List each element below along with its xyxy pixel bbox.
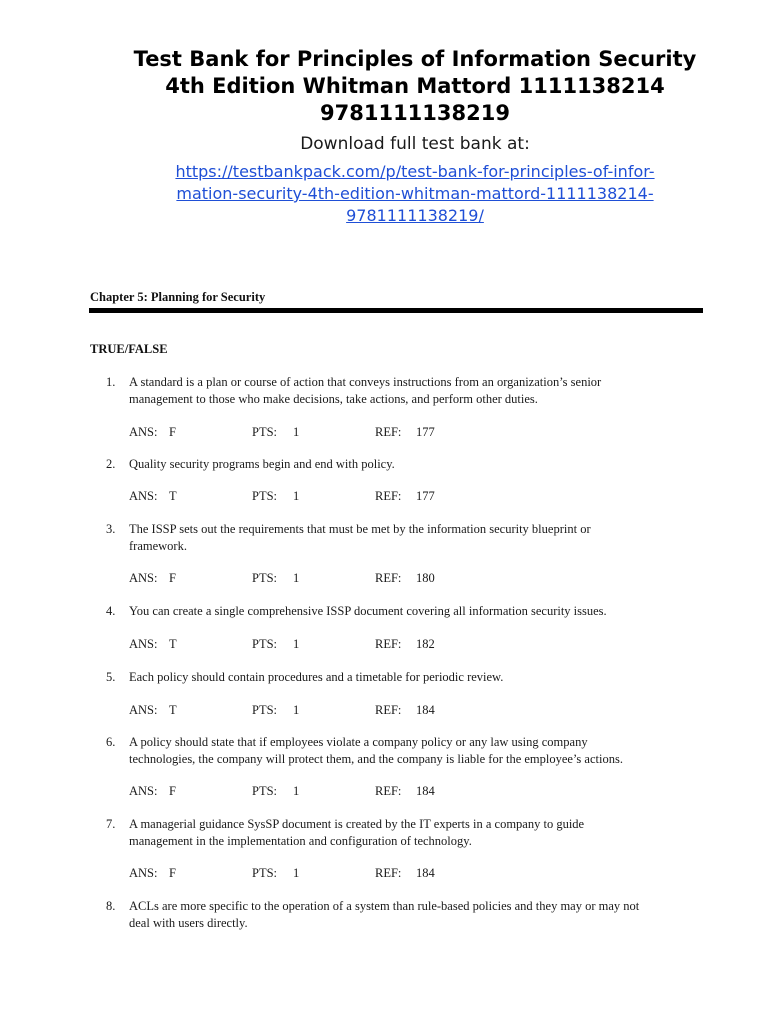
ref-value: 182: [416, 637, 435, 651]
link-line-1[interactable]: https://testbankpack.com/p/test-bank-for-principles-of-infor-: [175, 162, 655, 181]
question-text-line: A standard is a plan or course of action that conveys instructions from an organization’s senior: [129, 375, 602, 389]
ans-label: ANS:: [129, 866, 158, 880]
ans-label: ANS:: [129, 703, 158, 717]
question-text-line: ACLs are more specific to the operation of a system than rule-based policies and they may or may not: [129, 899, 640, 913]
question-text-line: You can create a single comprehensive ISSP document covering all information security issues.: [129, 604, 607, 618]
question-text-line: technologies, the company will protect them, and the company is liable for the employee’s actions.: [129, 751, 623, 766]
pts-value: 1: [293, 571, 300, 585]
answer-row: [129, 702, 579, 719]
question-number: 4.: [106, 604, 116, 618]
ref-label: REF:: [375, 489, 402, 503]
horizontal-rule: [89, 308, 703, 313]
ref-label: REF:: [375, 637, 402, 651]
question-item: [106, 669, 706, 686]
ans-value: F: [169, 784, 176, 798]
question-text-line: management to those who make decisions, take actions, and perform other duties.: [129, 391, 538, 406]
pts-value: 1: [293, 784, 300, 798]
ref-value: 184: [416, 703, 435, 717]
question-text-line: A policy should state that if employees violate a company policy or any law using company: [129, 735, 588, 749]
pts-value: 1: [293, 703, 300, 717]
question-item: [106, 456, 706, 473]
ans-label: ANS:: [129, 489, 158, 503]
question-item: [106, 734, 706, 767]
question-text-line: management in the implementation and configuration of technology.: [129, 833, 472, 848]
ans-value: F: [169, 425, 176, 439]
pts-label: PTS:: [252, 425, 278, 439]
link-line-2[interactable]: mation-security-4th-edition-whitman-mattord-1111138214-: [176, 184, 654, 203]
download-label: Download full test bank at:: [300, 134, 530, 154]
ref-label: REF:: [375, 703, 402, 717]
ref-value: 184: [416, 784, 435, 798]
answer-row: [129, 636, 579, 653]
ref-label: REF:: [375, 425, 402, 439]
ref-label: REF:: [375, 571, 402, 585]
question-text-line: Quality security programs begin and end with policy.: [129, 457, 395, 471]
ref-value: 177: [416, 425, 435, 439]
section-title: TRUE/FALSE: [90, 342, 168, 356]
ref-value: 177: [416, 489, 435, 503]
ans-label: ANS:: [129, 637, 158, 651]
ans-value: F: [169, 866, 176, 880]
pts-value: 1: [293, 866, 300, 880]
ans-value: T: [169, 489, 177, 503]
answer-row: [129, 865, 579, 882]
ans-label: ANS:: [129, 784, 158, 798]
question-number: 7.: [106, 817, 116, 831]
pts-label: PTS:: [252, 637, 278, 651]
question-text-line: deal with users directly.: [129, 915, 248, 930]
ans-label: ANS:: [129, 571, 158, 585]
question-text-line: A managerial guidance SysSP document is created by the IT experts in a company to guide: [129, 817, 585, 831]
question-item: [106, 521, 706, 554]
ref-value: 184: [416, 866, 435, 880]
pts-value: 1: [293, 425, 300, 439]
ans-value: T: [169, 703, 177, 717]
question-number: 8.: [106, 899, 116, 913]
pts-label: PTS:: [252, 784, 278, 798]
link-line-3[interactable]: 9781111138219/: [346, 206, 484, 225]
question-number: 1.: [106, 375, 116, 389]
question-number: 6.: [106, 735, 116, 749]
question-item: [106, 603, 706, 620]
ans-label: ANS:: [129, 425, 158, 439]
pts-value: 1: [293, 637, 300, 651]
question-number: 2.: [106, 457, 116, 471]
ref-value: 180: [416, 571, 435, 585]
question-text-line: Each policy should contain procedures and a timetable for periodic review.: [129, 670, 504, 684]
question-text-line: The ISSP sets out the requirements that must be met by the information security blueprint or: [129, 522, 591, 536]
question-number: 3.: [106, 522, 116, 536]
download-link[interactable]: [130, 161, 700, 227]
pts-label: PTS:: [252, 866, 278, 880]
answer-row: [129, 783, 579, 800]
ans-value: F: [169, 571, 176, 585]
ref-label: REF:: [375, 784, 402, 798]
title-line-3: 9781111138219: [320, 101, 510, 125]
question-number: 5.: [106, 670, 116, 684]
ans-value: T: [169, 637, 177, 651]
question-text-line: framework.: [129, 538, 187, 553]
pts-value: 1: [293, 489, 300, 503]
pts-label: PTS:: [252, 703, 278, 717]
pts-label: PTS:: [252, 571, 278, 585]
answer-row: [129, 570, 579, 587]
document-title: [110, 46, 720, 127]
question-item: [106, 374, 706, 407]
question-item: [106, 898, 706, 931]
ref-label: REF:: [375, 866, 402, 880]
answer-row: [129, 488, 579, 505]
pts-label: PTS:: [252, 489, 278, 503]
answer-row: [129, 424, 579, 441]
title-line-1: Test Bank for Principles of Information Security: [133, 47, 697, 71]
title-line-2: 4th Edition Whitman Mattord 1111138214: [165, 74, 665, 98]
chapter-title: Chapter 5: Planning for Security: [90, 290, 266, 304]
question-item: [106, 816, 706, 849]
